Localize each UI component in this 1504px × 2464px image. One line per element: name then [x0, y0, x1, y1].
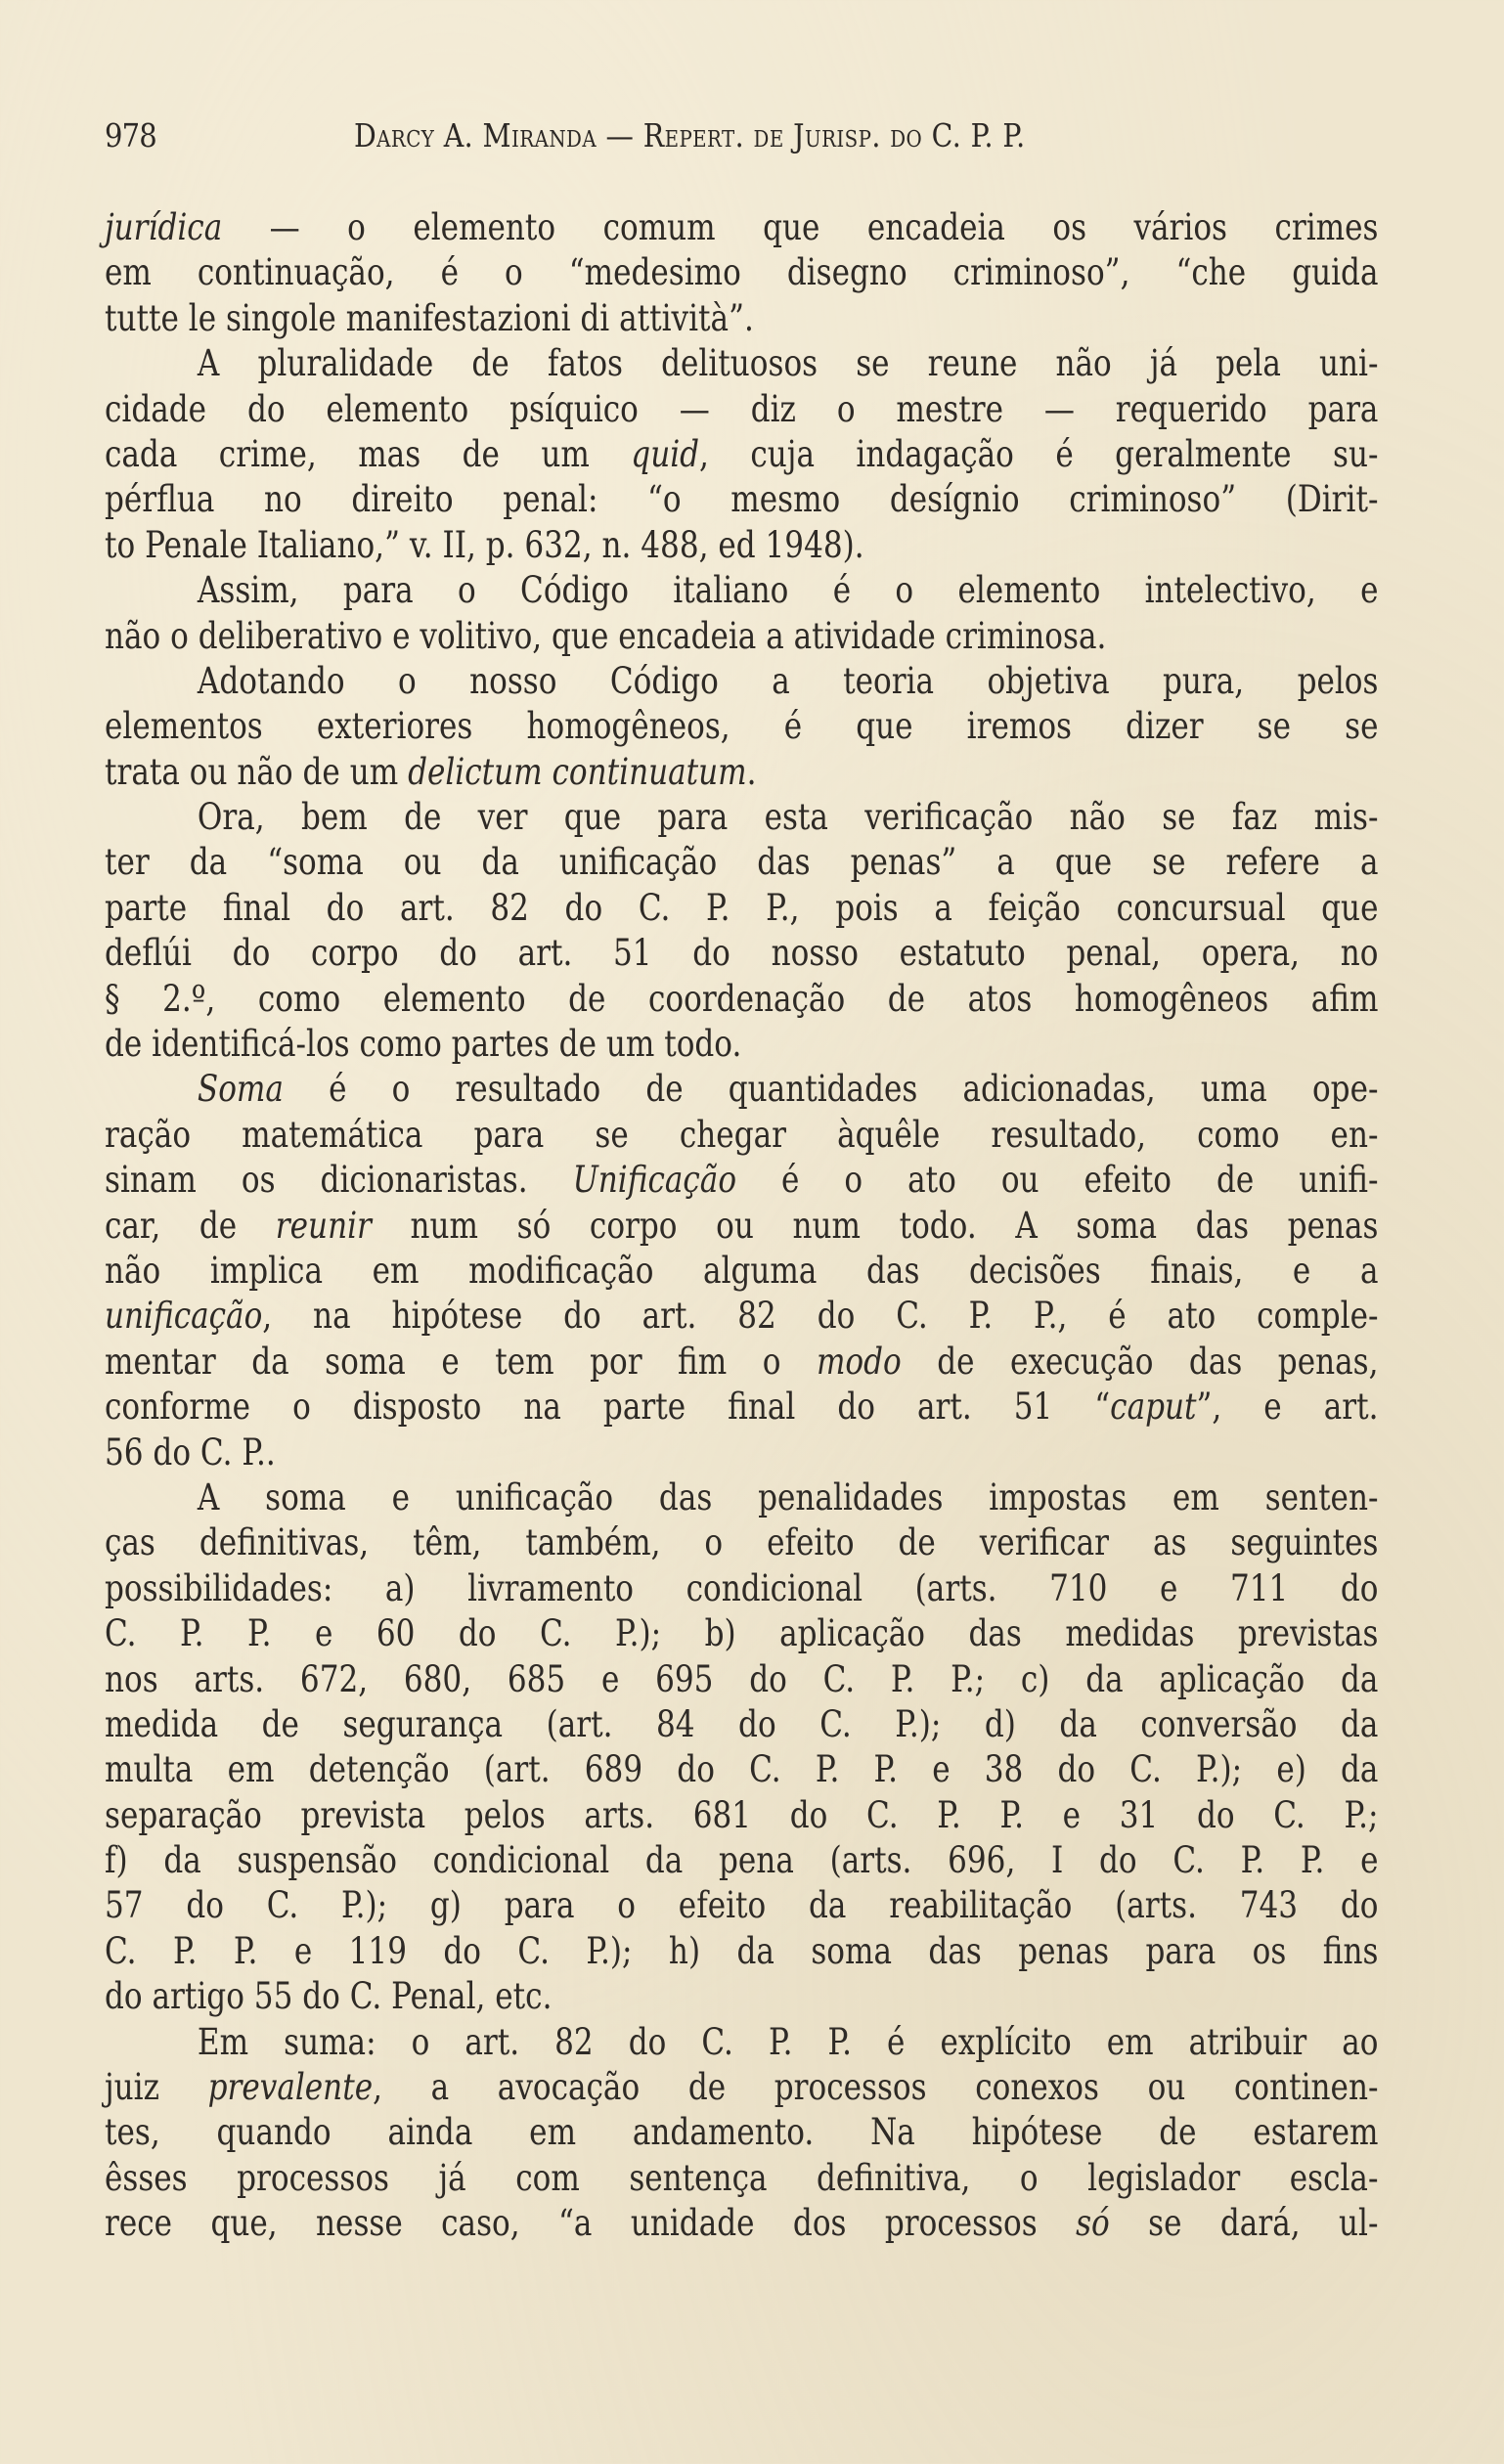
text-line-content — [105, 1657, 1378, 1702]
text-run: 56 do C. P.. — [105, 1430, 276, 1474]
text-line — [105, 432, 1379, 477]
text-run: C. P. P. e 60 do C. P.); b) aplicação das medidas previstas — [105, 1612, 1379, 1655]
text-line — [105, 1294, 1379, 1339]
text-run: pérflua no direito penal: “o mesmo desígnio criminoso” (Dirit- — [105, 478, 1379, 521]
text-run: não implica em modificação alguma das decisões finais, e a — [105, 1249, 1379, 1292]
text-line — [105, 2110, 1379, 2155]
text-line — [105, 704, 1379, 749]
text-run: car, de — [105, 1204, 276, 1247]
text-line-content — [105, 387, 1378, 432]
text-line-content — [105, 523, 1378, 568]
text-run: êsses processos já com sentença definitiva, o legislador escla- — [105, 2156, 1379, 2199]
text-line — [105, 1340, 1379, 1385]
text-line — [105, 1974, 1379, 2019]
paragraph — [105, 2020, 1379, 2247]
text-line-content — [105, 296, 1378, 341]
text-line-content — [105, 1430, 1378, 1475]
italic-text: modo — [816, 1340, 902, 1383]
text-run: Ora, bem de ver que para esta verificação não se faz mis- — [197, 796, 1379, 839]
text-line-content — [105, 568, 1378, 613]
text-line — [105, 250, 1379, 295]
text-run: trata ou não de um — [105, 750, 409, 793]
text-line — [105, 795, 1379, 840]
text-run: do artigo 55 do C. Penal, etc. — [105, 1975, 553, 2018]
paragraph — [105, 205, 1379, 341]
text-line-content — [105, 886, 1378, 931]
text-line-content — [105, 1611, 1378, 1656]
text-line — [105, 1838, 1379, 1883]
text-run: ”, e art. — [1196, 1386, 1379, 1429]
italic-text: Soma — [197, 1068, 284, 1111]
text-line — [105, 2201, 1379, 2246]
text-line-content — [105, 840, 1378, 885]
text-line-content — [105, 1249, 1378, 1294]
text-run: A soma e unificação das penalidades impostas em senten- — [197, 1475, 1379, 1518]
text-line-content — [105, 1022, 1378, 1067]
text-line — [105, 1520, 1379, 1565]
text-run: cada crime, mas de um — [105, 432, 632, 475]
text-line-content — [105, 795, 1378, 840]
text-line — [105, 296, 1379, 341]
italic-text: unificação — [105, 1295, 263, 1338]
text-line — [105, 1022, 1379, 1067]
text-run: Adotando o nosso Código a teoria objetiva pura, pelos — [197, 659, 1379, 702]
paragraph — [105, 659, 1379, 795]
text-run: é o resultado de quantidades adicionadas, uma ope- — [283, 1068, 1379, 1111]
text-line — [105, 568, 1379, 613]
text-run: separação prevista pelos arts. 681 do C. P. P. e 31 do C. P.; — [105, 1793, 1379, 1836]
text-line — [105, 931, 1379, 976]
text-line-content — [105, 477, 1378, 522]
text-line — [105, 341, 1379, 386]
text-line-content — [105, 341, 1378, 386]
italic-text: caput — [1110, 1386, 1197, 1429]
text-line-content — [105, 614, 1378, 659]
paragraph — [105, 1067, 1379, 1475]
page-number: 978 — [105, 116, 156, 154]
text-run: juiz — [105, 2066, 208, 2109]
text-run: não o deliberativo e volitivo, que encadeia a atividade criminosa. — [105, 614, 1107, 657]
text-line-content — [105, 1067, 1378, 1112]
italic-text: reunir — [275, 1204, 372, 1247]
text-line — [105, 2065, 1379, 2110]
text-run: elementos exteriores homogêneos, é que iremos dizer se se — [105, 705, 1379, 748]
text-run: cidade do elemento psíquico — diz o mestre — requerido para — [105, 387, 1379, 430]
text-run: em continuação, é o “medesimo disegno criminoso”, “che guida — [105, 251, 1379, 294]
text-line-content — [105, 659, 1378, 704]
text-line-content — [105, 1974, 1378, 2019]
text-line — [105, 1385, 1379, 1430]
text-line-content — [105, 250, 1378, 295]
text-line-content — [105, 704, 1378, 749]
text-line-content — [105, 931, 1378, 976]
text-line-content — [105, 977, 1378, 1022]
text-line-content — [105, 2020, 1378, 2065]
text-line-content — [105, 1838, 1378, 1883]
page-header — [105, 113, 1379, 158]
text-run: 57 do C. P.); g) para o efeito da reabilitação (arts. 743 do — [105, 1884, 1379, 1927]
text-line — [105, 1566, 1379, 1611]
text-run: f) da suspensão condicional da pena (arts. 696, I do C. P. P. e — [105, 1839, 1379, 1882]
italic-text: delictum continuatum — [408, 750, 747, 793]
text-line — [105, 1430, 1379, 1475]
text-line-content — [105, 1566, 1378, 1611]
text-line — [105, 1702, 1379, 1747]
text-line-content — [105, 2156, 1378, 2201]
text-line — [105, 2020, 1379, 2065]
text-line — [105, 1793, 1379, 1838]
text-line — [105, 1929, 1379, 1974]
text-line-content — [105, 1747, 1378, 1792]
text-run: num só corpo ou num todo. A soma das penas — [371, 1204, 1379, 1247]
text-line-content — [105, 2110, 1378, 2155]
text-run: to Penale Italiano,” v. II, p. 632, n. 488, ed 1948). — [105, 523, 864, 566]
text-run: é o ato ou efeito de unifi- — [736, 1159, 1379, 1202]
text-run: nos arts. 672, 680, 685 e 695 do C. P. P.; c) da aplicação da — [105, 1657, 1379, 1700]
text-line — [105, 977, 1379, 1022]
text-run: ração matemática para se chegar àquêle resultado, como en- — [105, 1113, 1379, 1156]
text-line-content — [105, 1340, 1378, 1385]
paragraph — [105, 795, 1379, 1067]
text-run: mentar da soma e tem por fim o — [105, 1340, 817, 1383]
text-run: sinam os dicionaristas. — [105, 1159, 573, 1202]
text-run: § 2.º, como elemento de coordenação de atos homogêneos afim — [105, 977, 1379, 1020]
text-run: ças definitivas, têm, também, o efeito de verificar as seguintes — [105, 1521, 1379, 1564]
text-line — [105, 840, 1379, 885]
text-line-content — [105, 1158, 1378, 1203]
text-run: se dará, ul- — [1109, 2202, 1379, 2245]
text-line — [105, 2156, 1379, 2201]
text-line-content — [105, 1113, 1378, 1158]
text-run: , a avocação de processos conexos ou continen- — [373, 2066, 1379, 2109]
paragraph — [105, 1475, 1379, 2020]
text-line — [105, 1113, 1379, 1158]
text-run: de identificá-los como partes de um todo. — [105, 1023, 742, 1066]
page-body — [105, 205, 1379, 2247]
text-line-content — [105, 1385, 1378, 1430]
text-run: . — [746, 750, 757, 793]
text-line — [105, 1747, 1379, 1792]
text-run: possibilidades: a) livramento condicional (arts. 710 e 711 do — [105, 1566, 1379, 1609]
text-run: tes, quando ainda em andamento. Na hipótese de estarem — [105, 2111, 1379, 2154]
text-line — [105, 1067, 1379, 1112]
italic-text: prevalente — [207, 2066, 374, 2109]
text-line-content — [105, 1702, 1378, 1747]
text-line — [105, 477, 1379, 522]
text-line-content — [105, 1929, 1378, 1974]
text-line — [105, 1475, 1379, 1520]
text-run: multa em detenção (art. 689 do C. P. P. e 38 do C. P.); e) da — [105, 1748, 1379, 1791]
text-line — [105, 1611, 1379, 1656]
paragraph — [105, 341, 1379, 568]
text-line-content — [105, 2201, 1378, 2246]
text-line — [105, 659, 1379, 704]
text-run: deflúi do corpo do art. 51 do nosso estatuto penal, opera, no — [105, 932, 1379, 975]
text-run: medida de segurança (art. 84 do C. P.); d) da conversão da — [105, 1702, 1379, 1745]
text-run: Em suma: o art. 82 do C. P. P. é explícito em atribuir ao — [197, 2020, 1379, 2063]
text-line-content — [105, 750, 1378, 795]
text-line — [105, 523, 1379, 568]
text-line — [105, 205, 1379, 250]
text-line-content — [105, 205, 1378, 250]
text-line-content — [105, 432, 1378, 477]
text-run: — o elemento comum que encadeia os vários crimes — [222, 206, 1379, 248]
italic-text: Unificação — [572, 1159, 737, 1202]
text-run: parte final do art. 82 do C. P. P., pois a feição concursual que — [105, 886, 1379, 929]
text-line — [105, 750, 1379, 795]
text-run: , cuja indagação é geralmente su- — [699, 432, 1379, 475]
text-line — [105, 1204, 1379, 1249]
italic-text: só — [1076, 2202, 1110, 2245]
text-line — [105, 886, 1379, 931]
text-line — [105, 1883, 1379, 1928]
text-run: Assim, para o Código italiano é o elemento intelectivo, e — [197, 569, 1379, 612]
text-run: conforme o disposto na parte final do art. 51 “ — [105, 1386, 1111, 1429]
text-line — [105, 1249, 1379, 1294]
text-run: ter da “soma ou da unificação das penas” a que se refere a — [105, 841, 1379, 884]
text-run: tutte le singole manifestazioni di attività”. — [105, 296, 754, 339]
italic-text: jurídica — [105, 206, 223, 248]
text-line — [105, 614, 1379, 659]
italic-text: quid — [631, 432, 700, 475]
text-line-content — [105, 1520, 1378, 1565]
text-line-content — [105, 2065, 1378, 2110]
paragraph — [105, 568, 1379, 659]
running-title: Darcy A. Miranda — Repert. de Jurisp. do C. P. P. — [354, 116, 1026, 154]
text-run: de execução das penas, — [901, 1340, 1379, 1383]
text-line-content — [105, 1793, 1378, 1838]
text-run: C. P. P. e 119 do C. P.); h) da soma das penas para os fins — [105, 1929, 1379, 1972]
text-line — [105, 1158, 1379, 1203]
text-run: , na hipótese do art. 82 do C. P. P., é ato comple- — [262, 1295, 1379, 1338]
text-run: rece que, nesse caso, “a unidade dos processos — [105, 2202, 1077, 2245]
text-line-content — [105, 1294, 1378, 1339]
text-line — [105, 387, 1379, 432]
text-line-content — [105, 1204, 1378, 1249]
text-line-content — [105, 1475, 1378, 1520]
text-run: A pluralidade de fatos delituosos se reune não já pela uni- — [197, 342, 1379, 385]
text-line-content — [105, 1883, 1378, 1928]
text-line — [105, 1657, 1379, 1702]
